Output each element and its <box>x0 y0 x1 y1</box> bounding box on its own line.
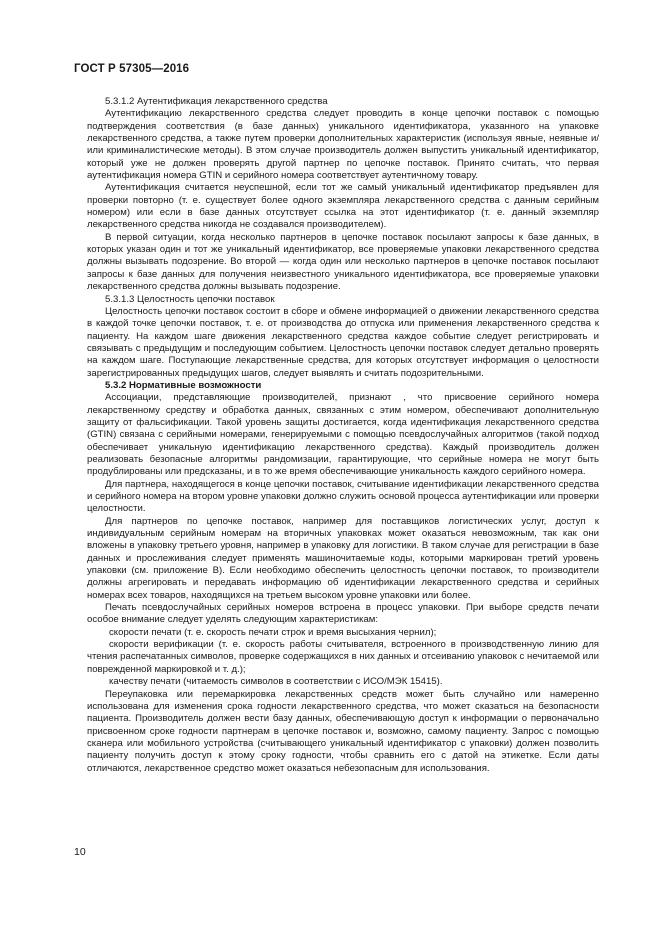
section-heading-5-3-1-3: 5.3.1.3 Целостность цепочки поставок <box>105 293 275 305</box>
paragraph: В первой ситуации, когда несколько партнеров в цепочке поставок посылают запросы к базе данных, в которых указан один и тот же уникальный идентификатор, все проверяемые упаковки лекарственного средства должны вызывать подозрение. Во второй — когда один или несколько партнеров в цепочке поставок посылают запросы к базе данных для получения неизвестного уникального идентификатора, все проверяемые упаковки лекарственного средства должны вызывать подозрение. <box>87 231 599 293</box>
list-item: скорости печати (т. е. скорость печати строк и время высыхания чернил); <box>109 626 437 638</box>
page-number: 10 <box>74 846 86 858</box>
paragraph: Переупаковка или перемаркировка лекарственных средств может быть случайно или намеренно использована для изменения срока годности лекарственного средства, что может сказаться на безопасности пациента. Производитель должен вести базу данных, обеспечивающую доступ к информации о первоначально присвоенном сроке годности партнерам в цепочке поставок и, возможно, самому пациенту. Запрос с помощью сканера или мобильного устройства (считывающего уникальный идентификатор с упаковки) должен позволить пациенту получить доступ к этому сроку годности, чтобы сравнить его с датой на этикетке. Если даты отличаются, лекарственное средство может оказаться небезопасным для использования. <box>87 688 599 774</box>
paragraph: Печать псевдослучайных серийных номеров встроена в процесс упаковки. При выборе средств печати особое внимание следует уделять следующим характеристикам: <box>87 602 599 626</box>
section-heading-5-3-2: 5.3.2 Нормативные возможности <box>105 379 262 391</box>
paragraph: Целостность цепочки поставок состоит в сборе и обмене информацией о движении лекарственного средства в каждой точке цепочки поставок, т. е. от производства до отпуска или применения лекарственного средства к пациенту. На каждом шаге движения лекарственного средства каждое событие следует регистрировать и связывать с предыдущим и последующим событием. Целостность цепочки поставок следует детально проверять на каждом шаге. Поступающие лекарственные средства, для которых отсутствует информация о целостности зарегистрированных предыдущих шагов, следует выявлять и считать подозрительными. <box>87 305 599 379</box>
paragraph: Для партнера, находящегося в конце цепочки поставок, считывание идентификации лекарственного средства и серийного номера на втором уровне упаковки должно служить основой процесса аутентификации или проверки целостности. <box>87 478 599 515</box>
document-body <box>87 96 599 775</box>
section-heading-5-3-1-2: 5.3.1.2 Аутентификация лекарственного средства <box>105 96 328 107</box>
list-item: скорости верификации (т. е. скорость работы считывателя, встроенного в производственную линию для чтения распечатанных символов, проверке содержащихся в них данных и отсеиванию упаковок с нечитаемой или поврежденной маркировкой и т. д.); <box>87 639 599 675</box>
paragraph: Для партнеров по цепочке поставок, например для поставщиков логистических услуг, доступ к индивидуальным серийным номерам на вторичных упаковках может оказаться невозможным, так как они вложены в упаковку третьего уровня, например в упаковку для логистики. В таком случае для регистрации в базе данных и прослеживания следует применять машиночитаемые коды, которыми маркирован третий уровень упаковки (см. приложение В). Если необходимо обеспечить целостность цепочки поставок, то производители должны агрегировать и передавать информацию об идентификации лекарственного средства и серийных номерах всех товаров, находящихся на третьем высоком уровне упаковки или более. <box>87 515 599 601</box>
list-item: качеству печати (читаемость символов в соответствии с ИСО/МЭК 15415). <box>109 676 443 688</box>
paragraph: Аутентификацию лекарственного средства следует проводить в конце цепочки поставок с помощью подтверждения соответствия (в базе данных) уникального идентификатора, указанного на упаковке лекарственного средства, а также путем проверки дополнительных характеристик (используя явные, неявные и/или криминалистические методы). В этом случае производитель должен выпустить уникальный идентификатор, который уже не должен проверять другой партнер по цепочке поставок. Принято считать, что первая аутентификация номера GTIN и серийного номера соответствует аутентичному товару. <box>87 108 599 182</box>
paragraph: Ассоциации, представляющие производителей, признают , что присвоение серийного номера лекарственному средству и обработка данных, связанных с этим номером, обеспечивают дополнительную защиту от фальсификации. Такой уровень защиты достигается, когда идентификация лекарственного средства (GTIN) связана с серийными номерами, генерируемыми с помощью псевдослучайных алгоритмов (такой подход обеспечивает уникальную идентификацию лекарственного средства). Каждый производитель должен реализовать безопасные алгоритмы рандомизации, гарантирующие, что серийные номера не могут быть продублированы или предсказаны, и в то же время обеспечивающие уникальность каждого серийного номера. <box>87 392 599 478</box>
paragraph: Аутентификация считается неуспешной, если тот же самый уникальный идентификатор предъявлен для проверки повторно (т. е. существует более одного экземпляра лекарственного средства с данным серийным номером) или если в базе данных отсутствует ссылка на этот идентификатор (т. е. данный экземпляр лекарственного средства никогда не создавался производителем). <box>87 182 599 231</box>
document-code-header: ГОСТ Р 57305—2016 <box>74 63 190 75</box>
